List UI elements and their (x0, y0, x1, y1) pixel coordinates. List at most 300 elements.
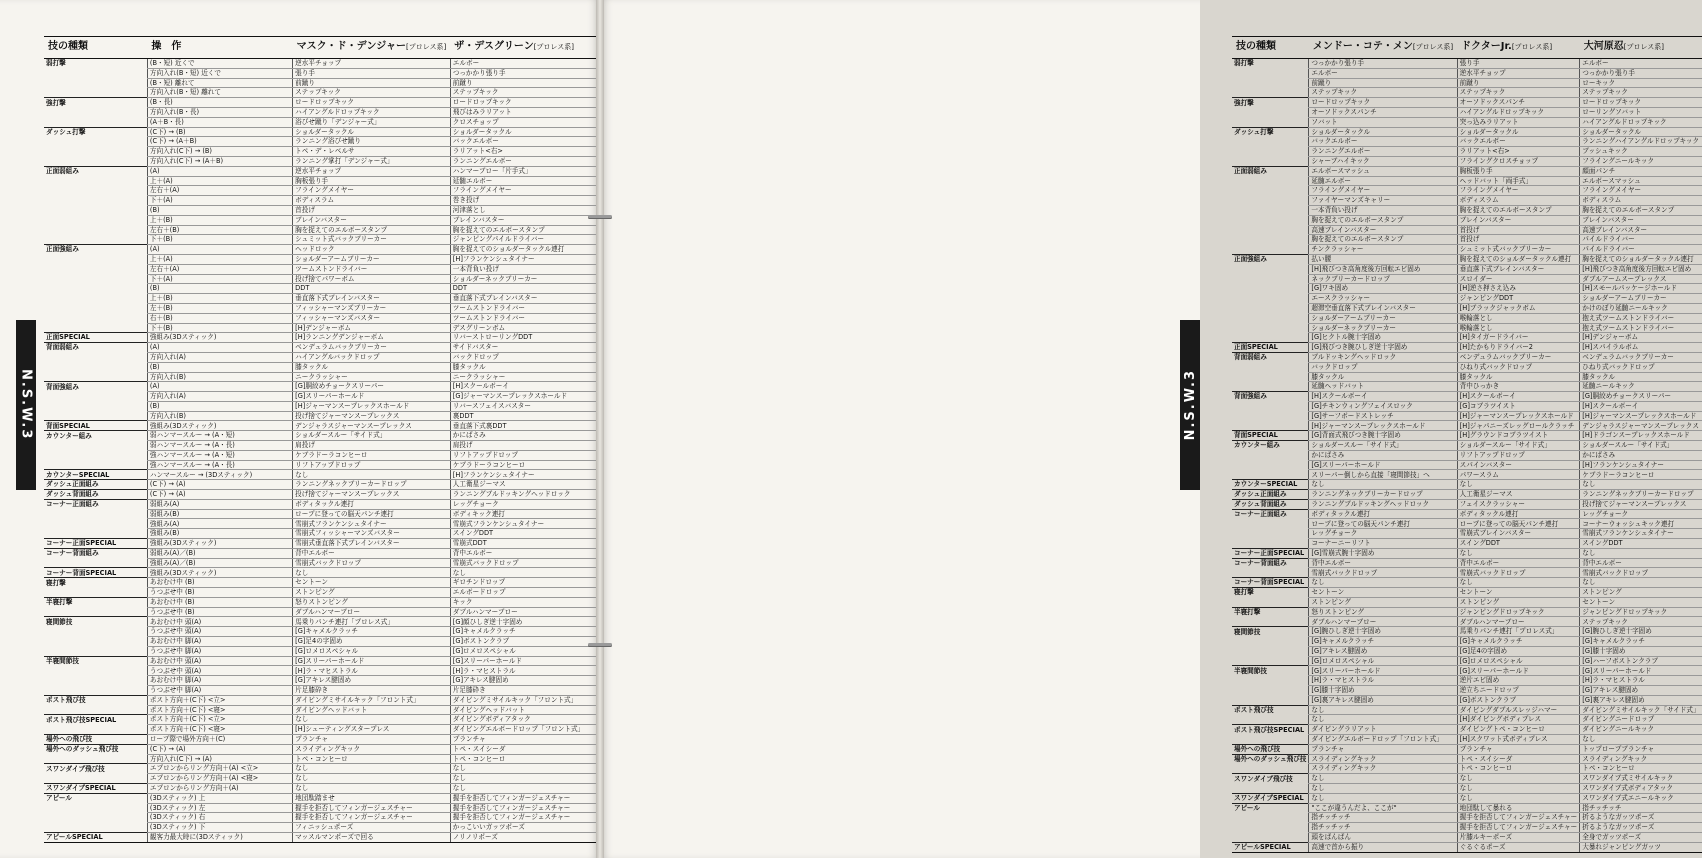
table-row (44, 764, 600, 774)
move-cell: 左＋(B) (147, 303, 292, 313)
table-row (44, 68, 600, 78)
move-type-cell (44, 235, 147, 245)
move-type-cell: ポスト飛び技 (44, 695, 147, 705)
table-row (1232, 803, 1702, 813)
table-row (44, 597, 600, 607)
move-type-cell (44, 372, 147, 382)
move-cell: ジャンピングドロップキック (1580, 607, 1702, 617)
table-row (1232, 764, 1702, 774)
move-cell: 膝タックル (1309, 372, 1457, 382)
table-row (1232, 127, 1702, 137)
move-type-cell: ダッシュ打撃 (1232, 127, 1309, 137)
move-cell: なし (1309, 715, 1457, 725)
move-cell: (C下) → (B) (147, 127, 292, 137)
move-type-cell (1232, 764, 1309, 774)
move-cell: ポスト方向＋(C下) <立> (147, 695, 292, 705)
move-cell: 払い腰 (1309, 254, 1457, 264)
table-row (44, 460, 600, 470)
move-cell: ランニングネックブリーカードロップ (1580, 490, 1702, 500)
move-cell: 握手を拒否してフィンガージェスチャー (450, 813, 600, 823)
table-row (44, 450, 600, 460)
move-cell: [G]キャメルクラッチ (1580, 637, 1702, 647)
move-cell: [H]たかもりドライバー2 (1457, 343, 1580, 353)
table-row (1232, 294, 1702, 304)
move-type-cell (44, 352, 147, 362)
table-row (1232, 284, 1702, 294)
move-cell: うつぶせ中 (B) (147, 588, 292, 598)
move-cell: ボディスラム (293, 196, 451, 206)
move-type-cell: 寝打撃 (1232, 588, 1309, 598)
move-cell: ニークラッシャー (293, 372, 451, 382)
move-type-cell (1232, 196, 1309, 206)
move-cell: エルボー (450, 59, 600, 69)
move-type-cell (44, 813, 147, 823)
move-cell: レッグチョーク (1580, 509, 1702, 519)
table-row (44, 294, 600, 304)
table-row (1232, 137, 1702, 147)
move-cell: うつぶせ中 頭(A) (147, 627, 292, 637)
move-type-cell (1232, 450, 1309, 460)
move-cell: ハイアングルドロップキック (1457, 107, 1580, 117)
table-row (1232, 548, 1702, 558)
move-type-cell (1232, 264, 1309, 274)
move-cell: リフトアップドロップ (293, 460, 451, 470)
move-type-cell (44, 774, 147, 784)
move-type-cell (44, 392, 147, 402)
move-type-cell (1232, 676, 1309, 686)
table-row (44, 470, 600, 480)
table-row (1232, 832, 1702, 842)
move-cell: ランニング浴びせ蹴り (293, 137, 451, 147)
table-row (44, 205, 600, 215)
move-cell: なし (450, 764, 600, 774)
move-type-cell: コーナー背面組み (1232, 558, 1309, 568)
move-cell: 弱組み(A) (147, 499, 292, 509)
move-cell: なし (293, 783, 451, 793)
move-cell: 強組み(3Dスティック) (147, 539, 292, 549)
move-type-cell (44, 705, 147, 715)
move-cell: ベンデュラムバックブリーカー (1580, 352, 1702, 362)
move-cell: ハンマーブロー「片手式」 (450, 166, 600, 176)
move-cell: ボディタックル連打 (1309, 509, 1457, 519)
move-cell: [H]デンジャーボム (1580, 333, 1702, 343)
move-cell: 高速ブレインバスター (1309, 225, 1457, 235)
move-cell: ニークラッシャー (450, 372, 600, 382)
move-cell: [G]スリーパーホールド (1309, 460, 1457, 470)
move-type-cell (44, 411, 147, 421)
move-cell: 強組み(B) (147, 529, 292, 539)
move-cell: つっかかり張り手 (1580, 68, 1702, 78)
move-cell: ケブラドーラコンヒーロ (293, 450, 451, 460)
table-row (44, 509, 600, 519)
move-cell: ブレインバスター (1457, 215, 1580, 225)
move-cell: 左右＋(A) (147, 186, 292, 196)
move-cell: [G]ボストンクラブ (450, 637, 600, 647)
move-cell: [G]アキレス腱固め (293, 676, 451, 686)
move-cell: つっかかり張り手 (450, 68, 600, 78)
move-cell: ダイビングミサイルキック「サイド式」 (1580, 705, 1702, 715)
move-cell: ボディタックル連打 (1457, 509, 1580, 519)
move-cell: [G]ジャーマンスープレックスホールド (450, 392, 600, 402)
move-cell: なし (450, 568, 600, 578)
table-row (1232, 568, 1702, 578)
move-cell: ロードロップキック (1309, 98, 1457, 108)
move-type-cell (1232, 568, 1309, 578)
move-cell: 突っ込みラリアット (1457, 117, 1580, 127)
move-cell: フィッシャーマンズバスター (293, 313, 451, 323)
table-header-row (1232, 37, 1702, 59)
table-row (1232, 734, 1702, 744)
move-cell: ボディスラム (1457, 196, 1580, 206)
move-cell: 握手を拒否してフィンガージェスチャー (293, 813, 451, 823)
move-cell: [G]アキレス腱固め (1309, 646, 1457, 656)
move-cell: バックエルボー (1457, 137, 1580, 147)
move-cell: ダイビングヘッドバット (450, 705, 600, 715)
move-cell: ボディキック連打 (450, 509, 600, 519)
move-type-cell: 寝打撃 (44, 578, 147, 588)
move-type-cell: ダッシュ打撃 (44, 127, 147, 137)
table-row (44, 284, 600, 294)
move-cell: 握手を拒否してフィンガージェスチャー (1457, 813, 1580, 823)
move-cell: なし (1309, 578, 1457, 588)
move-cell: ダイビングミサイルキック「フロント式」 (293, 695, 451, 705)
move-cell: 胸を捉えてのエルボースタンプ (1309, 215, 1457, 225)
move-type-cell: カウンター組み (44, 431, 147, 441)
table-row (44, 215, 600, 225)
move-cell: 雪崩式フランケンシュタイナー (450, 519, 600, 529)
move-cell: 折るようなガッツポーズ (1580, 813, 1702, 823)
move-cell: 人工衛星ジーマス (450, 480, 600, 490)
move-cell: ステップキック (1309, 88, 1457, 98)
table-row (44, 666, 600, 676)
move-cell: [G]スリーパーホールド (293, 392, 451, 402)
move-cell: 膝タックル (450, 362, 600, 372)
table-row (44, 774, 600, 784)
move-cell: なし (1309, 480, 1457, 490)
move-type-cell (44, 156, 147, 166)
move-cell: なし (1457, 774, 1580, 784)
move-cell: [H]シューティングスタープレス (293, 725, 451, 735)
table-row (1232, 646, 1702, 656)
move-cell: ランニング掌打「デンジャー式」 (293, 156, 451, 166)
table-row (44, 617, 600, 627)
table-row (1232, 460, 1702, 470)
table-row (44, 333, 600, 343)
move-cell: なし (1309, 783, 1457, 793)
move-cell: 背中エルボー (1580, 558, 1702, 568)
move-cell: ブレインバスター (293, 215, 451, 225)
move-cell: ギロチンドロップ (450, 578, 600, 588)
table-row (1232, 343, 1702, 353)
move-type-cell (1232, 294, 1309, 304)
table-row (44, 646, 600, 656)
table-row (44, 490, 600, 500)
move-cell: 方向入れ(B・長) (147, 107, 292, 117)
move-cell: ダイビングニードロップ (1580, 715, 1702, 725)
move-type-cell (44, 225, 147, 235)
move-cell: ブルドッキングヘッドロック (1309, 352, 1457, 362)
move-cell: なし (293, 764, 451, 774)
table-row (1232, 627, 1702, 637)
move-cell: プランチャ (1309, 744, 1457, 754)
move-type-cell: スワンダイブ飛び技 (1232, 774, 1309, 784)
move-cell: 握手を拒否してフィンガージェスチャー (450, 803, 600, 813)
move-cell: フィッシャーマンズブリーカー (293, 303, 451, 313)
move-cell: なし (1580, 578, 1702, 588)
move-cell: ベンデュラムバックブリーカー (1457, 352, 1580, 362)
move-cell: 逆水平チョップ (1457, 68, 1580, 78)
move-cell: ボディスラム (1580, 196, 1702, 206)
move-type-cell (1232, 176, 1309, 186)
move-cell: あおむけ中 (B) (147, 597, 292, 607)
move-cell: レッグチョーク (1309, 529, 1457, 539)
col-header-wrestler-3: メンドー・コテ・メン[プロレス系] (1309, 37, 1457, 59)
table-row (1232, 607, 1702, 617)
move-cell: 方向入れ(C下) → (A) (147, 754, 292, 764)
table-row (1232, 558, 1702, 568)
move-cell: [G]キャメルクラッチ (1309, 637, 1457, 647)
move-type-cell (1232, 137, 1309, 147)
move-cell: 強組み(3Dスティック) (147, 421, 292, 431)
table-row (44, 156, 600, 166)
move-cell: 下＋(B) (147, 235, 292, 245)
move-cell: ダイビングボディアタック (450, 715, 600, 725)
move-type-cell: アピール (1232, 803, 1309, 813)
move-cell: 馬乗りパンチ連打「プロレス式」 (293, 617, 451, 627)
move-cell: [G]膝十字固め (1309, 686, 1457, 696)
move-cell: (B) (147, 284, 292, 294)
move-type-cell (1232, 832, 1309, 842)
move-type-cell (1232, 303, 1309, 313)
move-cell: なし (1309, 774, 1457, 784)
move-type-cell (1232, 225, 1309, 235)
move-cell: スロイダー (1457, 274, 1580, 284)
table-row (44, 627, 600, 637)
move-cell: [H]ラ・マヒストラル (450, 666, 600, 676)
move-cell: 胸を捉えてのショルダータックル連打 (450, 245, 600, 255)
move-cell: 雪崩式ブレインバスター (1457, 529, 1580, 539)
move-type-cell (44, 117, 147, 127)
move-cell: ダイビングヘッドバット (293, 705, 451, 715)
table-row (1232, 686, 1702, 696)
table-row (1232, 578, 1702, 588)
move-cell: ボディタックル連打 (293, 499, 451, 509)
move-cell: [H]ブラックジャックボム (1457, 303, 1580, 313)
table-row (1232, 470, 1702, 480)
move-cell: ステップキック (450, 88, 600, 98)
move-type-cell (1232, 362, 1309, 372)
move-type-cell (44, 323, 147, 333)
move-cell: フィニッシュポーズ (293, 823, 451, 833)
move-cell: 上＋(B) (147, 215, 292, 225)
move-cell: あおむけ中 頭(A) (147, 617, 292, 627)
move-cell: ストンピング (293, 588, 451, 598)
move-cell: ランニングブルドッキングヘッドロック (450, 490, 600, 500)
table-row (1232, 392, 1702, 402)
move-type-cell (44, 303, 147, 313)
table-row (44, 803, 600, 813)
table-row (1232, 88, 1702, 98)
move-cell: シュミット式バックブリーカー (293, 235, 451, 245)
col-header-wrestler-5: 大河原忍[プロレス系] (1580, 37, 1702, 59)
move-cell: 肩投げ (450, 441, 600, 451)
move-cell: トペ・コンヒーロ (1580, 764, 1702, 774)
move-type-cell (44, 68, 147, 78)
move-cell: 強組み(3Dスティック) (147, 333, 292, 343)
move-cell: 胸板張り手 (293, 176, 451, 186)
move-cell: 右＋(B) (147, 313, 292, 323)
move-cell: セントーン (1457, 588, 1580, 598)
table-body (1232, 59, 1702, 853)
move-cell: 地団駄踏ませ (293, 793, 451, 803)
move-cell: [H]ラ・マヒストラル (1580, 676, 1702, 686)
move-type-cell (1232, 813, 1309, 823)
table-row (1232, 303, 1702, 313)
move-type-cell (1232, 715, 1309, 725)
move-cell: なし (1457, 548, 1580, 558)
move-cell: 垂直落下式ブレインバスター (293, 294, 451, 304)
move-type-cell: 半寝打撃 (1232, 607, 1309, 617)
move-cell: 前蹴り (1309, 78, 1457, 88)
move-cell: 観客力最大時に(3Dスティック) (147, 832, 292, 842)
move-cell: バックドロップ (1309, 362, 1457, 372)
table-row (1232, 666, 1702, 676)
move-cell: [G]胴絞めチョークスリーパー (1580, 392, 1702, 402)
move-cell: チンクラッシャー (1309, 245, 1457, 255)
table-row (44, 59, 600, 69)
move-cell: 左右＋(A) (147, 264, 292, 274)
move-cell: (C下) → (A＋B) (147, 137, 292, 147)
move-cell: トペ・コンヒーロ (1457, 764, 1580, 774)
move-cell: ショルダータックル (1457, 127, 1580, 137)
move-cell: プランチャ (293, 734, 451, 744)
move-type-cell (1232, 734, 1309, 744)
move-cell: うつぶせ中 脚(A) (147, 686, 292, 696)
move-cell: "ここが違うんだよ、ここが" (1309, 803, 1457, 813)
move-type-cell (44, 205, 147, 215)
move-cell: シュミット式バックブリーカー (1457, 245, 1580, 255)
move-cell: [H]スモールパッケージホールド (1580, 284, 1702, 294)
move-cell: [G]スリーパーホールド (1457, 666, 1580, 676)
table-row (44, 186, 600, 196)
move-type-cell: コーナー正面SPECIAL (1232, 548, 1309, 558)
move-type-cell (44, 362, 147, 372)
move-cell: ヘッドロック (293, 245, 451, 255)
move-cell: プランチャ (450, 734, 600, 744)
move-type-cell (1232, 215, 1309, 225)
move-type-cell (1232, 88, 1309, 98)
move-cell: [G]雪崩式腕十字固め (1309, 548, 1457, 558)
move-cell: ロードロップキック (293, 98, 451, 108)
move-cell: スライディングキック (1309, 764, 1457, 774)
move-cell: 雪崩式DDT (450, 539, 600, 549)
move-cell: 怒りストンピング (1309, 607, 1457, 617)
move-cell: 強ハンマースルー → (A・短) (147, 450, 292, 460)
move-cell: なし (1309, 705, 1457, 715)
move-cell: ソバット (1309, 117, 1457, 127)
move-type-cell (1232, 284, 1309, 294)
move-cell: 方向入れ(C下) → (A＋B) (147, 156, 292, 166)
move-cell: エルボースマッシュ (1309, 166, 1457, 176)
move-cell: ひねり式バックドロップ (1580, 362, 1702, 372)
table-row (44, 78, 600, 88)
table-row (44, 303, 600, 313)
move-cell: なし (1580, 480, 1702, 490)
move-cell: うつぶせ中 (B) (147, 607, 292, 617)
move-cell: 飛びはみラリアット (450, 107, 600, 117)
table-row (1232, 637, 1702, 647)
move-cell: 張り手 (293, 68, 451, 78)
table-row (44, 127, 600, 137)
move-cell: (C下) → (A) (147, 490, 292, 500)
move-cell: [G]顔ひしぎ逆十字固め (450, 617, 600, 627)
move-cell: (A) (147, 343, 292, 353)
table-row (1232, 166, 1702, 176)
move-cell: リバーストローリングDDT (450, 333, 600, 343)
table-row (44, 793, 600, 803)
table-row (44, 715, 600, 725)
move-cell: かにばさみ (1309, 450, 1457, 460)
move-cell: [G]スリーパーホールド (1580, 666, 1702, 676)
move-cell: トペ・デ・レベルサ (293, 147, 451, 157)
move-type-cell (1232, 519, 1309, 529)
move-type-cell: アピールSPECIAL (44, 832, 147, 842)
move-cell: 垂直落下式ブレインバスター (450, 294, 600, 304)
move-type-cell (1232, 313, 1309, 323)
move-cell: トペ・スイシーダ (1457, 754, 1580, 764)
move-type-cell: 正面SPECIAL (1232, 343, 1309, 353)
move-cell: ショルダースルー「サイド式」 (1309, 441, 1457, 451)
move-cell: 怒りストンピング (293, 597, 451, 607)
move-cell: [G]膝十字固め (1580, 646, 1702, 656)
move-cell: ツームストンドライバー (450, 313, 600, 323)
table-row (1232, 490, 1702, 500)
table-row (1232, 186, 1702, 196)
move-cell: 投げ捨てジャーマンスープレックス (293, 411, 451, 421)
move-cell: スイングDDT (450, 529, 600, 539)
table-row (44, 637, 600, 647)
move-type-cell (1232, 117, 1309, 127)
move-cell: [G]背面式飛びつき腕十字固め (1309, 431, 1457, 441)
move-type-cell (1232, 401, 1309, 411)
move-cell: (3Dスティック) 上 (147, 793, 292, 803)
move-cell: ハンマースルー → (3Dスティック) (147, 470, 292, 480)
move-cell: コーナーウォッシュキック連打 (1580, 519, 1702, 529)
move-cell: [H]ラ・マヒストラル (1309, 676, 1457, 686)
move-cell: なし (450, 783, 600, 793)
move-type-cell: スワンダイブ飛び技 (44, 764, 147, 774)
col-header-move-type: 技の種類 (44, 37, 147, 59)
move-type-cell: ダッシュ正面組み (44, 480, 147, 490)
move-cell: (B・短) 離れて (147, 78, 292, 88)
move-cell: ショルダーネックブリーカー (450, 274, 600, 284)
move-cell: バックエルボー (450, 137, 600, 147)
table-row (1232, 196, 1702, 206)
move-cell: ダイビングエルボードロップ「フロント式」 (1309, 734, 1457, 744)
move-cell: プランチャ (1457, 744, 1580, 754)
move-cell: 胸板張り手 (1457, 166, 1580, 176)
move-cell: ロープ際で場外方向＋(C) (147, 734, 292, 744)
move-type-cell: コーナー正面組み (44, 499, 147, 509)
move-cell: 方向入れ(A) (147, 392, 292, 402)
table-row (44, 196, 600, 206)
move-cell: [H]スクールボーイ (1457, 392, 1580, 402)
table-row (44, 421, 600, 431)
move-cell: スライディングキック (1580, 754, 1702, 764)
move-cell: エルボー (1309, 68, 1457, 78)
move-cell: 強組み(3Dスティック) (147, 568, 292, 578)
move-cell: [G]ロメロスペシャル (1457, 656, 1580, 666)
